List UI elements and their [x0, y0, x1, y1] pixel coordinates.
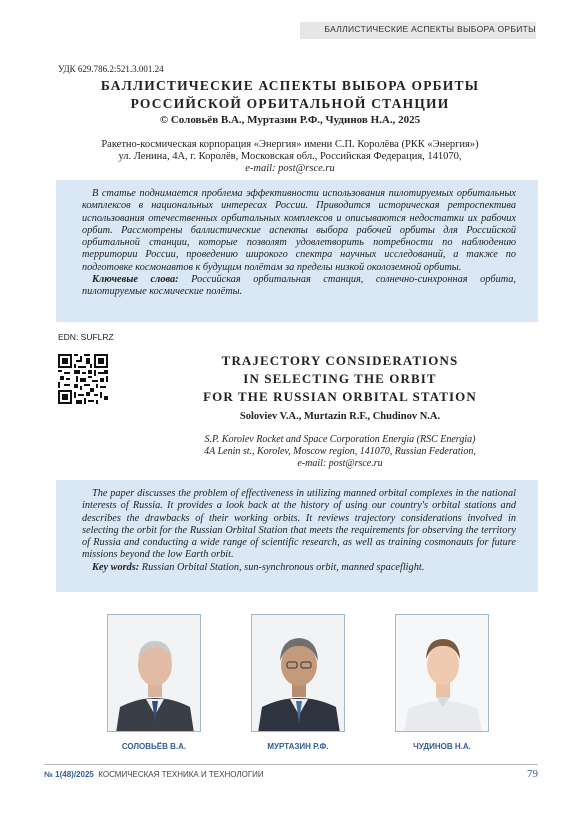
author-photo-murtazin [251, 614, 345, 732]
page-number: 79 [527, 768, 538, 780]
portrait-icon [252, 615, 345, 732]
title-ru-line2: РОССИЙСКОЙ ОРБИТАЛЬНОЙ СТАНЦИИ [130, 96, 450, 111]
authors-en: Soloviev V.A., Murtazin R.F., Chudinov N.A. [239, 411, 441, 422]
photo-caption-chudinov: ЧУДИНОВ Н.А. [413, 742, 471, 751]
abstract-en-text: The paper discusses the problem of effectiveness in utilizing manned orbital complexes in the national interests of Russia. It provides a look back at the history of using our country's orbital stations and describes the drawbacks of their working orbits. It reviews trajectory considerations involved in selecting the orbit for the Russian Orbital Station that meets the requirements for observing the territory of Russia and conducting a wide range of scientific research, as well as training cosmonauts for future missions beyond the low Earth orbit. [82, 488, 516, 561]
footer-issue: № 1(48)/2025 [44, 770, 94, 779]
affiliation-en-line1: S.P. Korolev Rocket and Space Corporation Energia (RSC Energia) [204, 434, 476, 445]
keywords-en [82, 562, 516, 574]
author-photo-soloviev [107, 614, 201, 732]
udk-code: УДК 629.786.2:521.3.001.24 [58, 64, 164, 74]
portrait-icon [108, 615, 201, 732]
footer-divider [44, 764, 538, 765]
keywords-en-label: Key words: [92, 561, 140, 573]
author-photo-chudinov [395, 614, 489, 732]
photo-caption-murtazin: МУРТАЗИН Р.Ф. [267, 742, 329, 751]
keywords-ru [82, 274, 516, 299]
affiliation-ru-line2: ул. Ленина, 4А, г. Королёв, Московская обл., Российская Федерация, 141070, [118, 151, 462, 162]
abstract-ru-box [56, 180, 538, 322]
keywords-en-text: Russian Orbital Station, sun-synchronous orbit, manned spaceflight. [141, 561, 425, 573]
affiliation-ru-line1: Ракетно-космическая корпорация «Энергия» имени С.П. Королёва (РКК «Энергия») [101, 139, 479, 150]
photo-caption-soloviev: СОЛОВЬЁВ В.А. [121, 742, 187, 751]
edn-code: EDN: SUFLRZ [58, 332, 114, 342]
authors-ru: © Соловьёв В.А., Муртазин Р.Ф., Чудинов Н.А., 2025 [159, 114, 421, 126]
title-en-line2: IN SELECTING THE ORBIT [243, 371, 437, 386]
qr-code-icon [58, 354, 108, 404]
abstract-en-box [56, 480, 538, 592]
title-ru-line1: БАЛЛИСТИЧЕСКИЕ АСПЕКТЫ ВЫБОРА ОРБИТЫ [100, 78, 480, 93]
footer-journal-name: КОСМИЧЕСКАЯ ТЕХНИКА И ТЕХНОЛОГИИ [98, 770, 264, 779]
title-en-line3: FOR THE RUSSIAN ORBITAL STATION [203, 389, 477, 404]
keywords-ru-label: Ключевые слова: [92, 274, 179, 286]
affiliation-en-email: e-mail: post@rsce.ru [297, 458, 383, 469]
affiliation-ru-email: e-mail: post@rsce.ru [245, 163, 335, 174]
footer-journal-info [44, 770, 264, 779]
portrait-icon [396, 615, 489, 732]
title-en-line1: TRAJECTORY CONSIDERATIONS [221, 353, 459, 368]
affiliation-en-line2: 4A Lenin st., Korolev, Moscow region, 141070, Russian Federation, [204, 446, 476, 457]
running-header-title: БАЛЛИСТИЧЕСКИЕ АСПЕКТЫ ВЫБОРА ОРБИТЫ [324, 24, 536, 34]
abstract-ru-text: В статье поднимается проблема эффективности использования пилотируемых орбитальных комплексов в национальных интересах России. Приводится историческая ретроспектива использования отечественных орбитальных комплексов и описываются недостатки их рабочих орбит. Рассмотрены баллистические аспекты выбора рабочей орбиты для Российской орбитальной станции, которые позволят удовлетворить потребности по наблюдению территории России, проведению широкого спектра научных исследований, а также по подготовке космонавтов к будущим полётам за пределы низкой околоземной орбиты. [82, 188, 516, 273]
keywords-ru-text: Российская орбитальная станция, солнечно-синхронная орбита, пилотируемые космические полёты. [82, 274, 517, 298]
